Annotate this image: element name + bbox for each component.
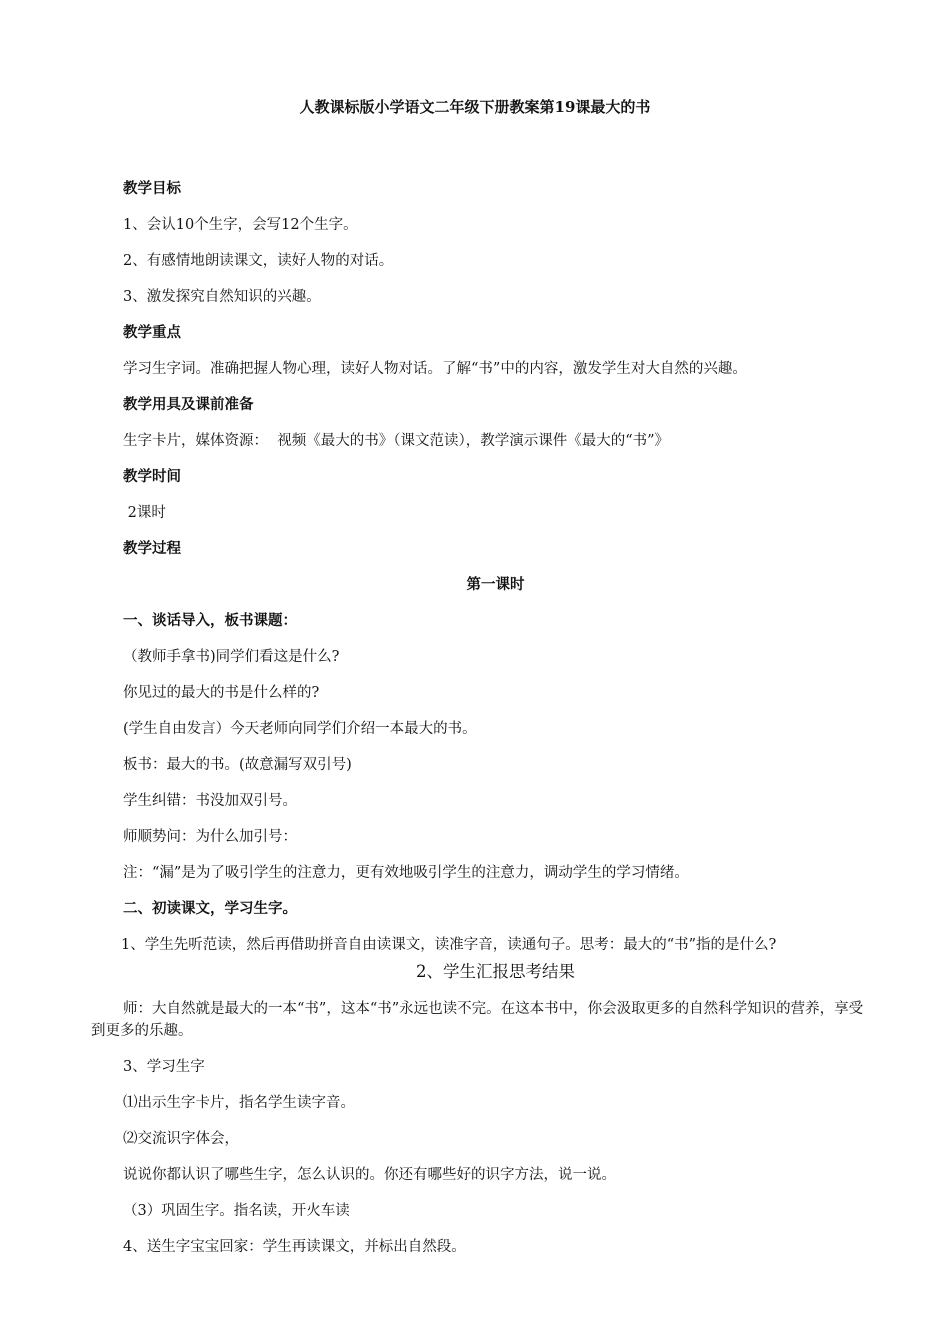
part-1-heading: 一、谈话导入，板书课题： — [123, 612, 297, 629]
part-2-line: 2、学生汇报思考结果 — [416, 962, 575, 981]
part-2-line: （3）巩固生字。指名读，开火车读 — [123, 1203, 350, 1219]
part-1-line: 板书：最大的书。(故意漏写双引号) — [123, 757, 352, 773]
part-1-line: 你见过的最大的书是什么样的? — [123, 685, 320, 701]
part-2-line: 3、学习生字 — [123, 1059, 205, 1075]
part-1-note: 注：“漏”是为了吸引学生的注意力，更有效地吸引学生的注意力，调动学生的学习情绪。 — [123, 865, 689, 881]
part-1-line: 学生纠错：书没加双引号。 — [123, 793, 297, 809]
part-1-line: 师顺势问：为什么加引号： — [123, 829, 297, 845]
tools-heading: 教学用具及课前准备 — [123, 396, 254, 413]
part-2-line: 4、送生字宝宝回家：学生再读课文，并标出自然段。 — [123, 1239, 466, 1255]
part-2-line: ⑴出示生字卡片，指名学生读字音。 — [123, 1095, 355, 1111]
focus-text: 学习生字词。准确把握人物心理，读好人物对话。了解“书”中的内容，激发学生对大自然的兴趣。 — [123, 361, 747, 377]
document-body — [91, 178, 868, 1258]
part-1-line: （教师手拿书)同学们看这是什么? — [123, 649, 340, 665]
lesson-1-heading: 第一课时 — [466, 576, 525, 593]
part-2-heading: 二、初读课文，学习生字。 — [123, 900, 297, 917]
tools-text: 生字卡片，媒体资源： 视频《最大的书》（课文范读），教学演示课件《最大的“书”》 — [123, 433, 670, 449]
document-title: 人教课标版小学语文二年级下册教案第19课最大的书 — [299, 98, 651, 116]
part-2-paragraph: 师：大自然就是最大的一本“书”，这本“书”永远也读不完。在这本书中，你会汲取更多的自然科学知识的营养，享受到更多的乐趣。 — [91, 1001, 864, 1039]
process-heading: 教学过程 — [123, 540, 181, 557]
focus-heading: 教学重点 — [123, 324, 181, 341]
time-text: 2课时 — [123, 505, 166, 521]
part-1-line: (学生自由发言）今天老师向同学们介绍一本最大的书。 — [123, 721, 477, 737]
goal-item: 1、会认10个生字，会写12个生字。 — [123, 217, 358, 233]
part-2-line: ⑵交流识字体会， — [123, 1131, 239, 1147]
part-2-line: 说说你都认识了哪些生字，怎么认识的。你还有哪些好的识字方法，说一说。 — [123, 1167, 616, 1183]
goals-heading: 教学目标 — [123, 180, 181, 197]
goal-item: 2、有感情地朗读课文，读好人物的对话。 — [123, 253, 394, 269]
time-heading: 教学时间 — [123, 468, 181, 485]
part-2-line: 1、学生先听范读，然后再借助拼音自由读课文，读准字音，读通句子。思考：最大的“书”指的是什么? — [121, 937, 777, 953]
goal-item: 3、激发探究自然知识的兴趣。 — [123, 289, 321, 305]
